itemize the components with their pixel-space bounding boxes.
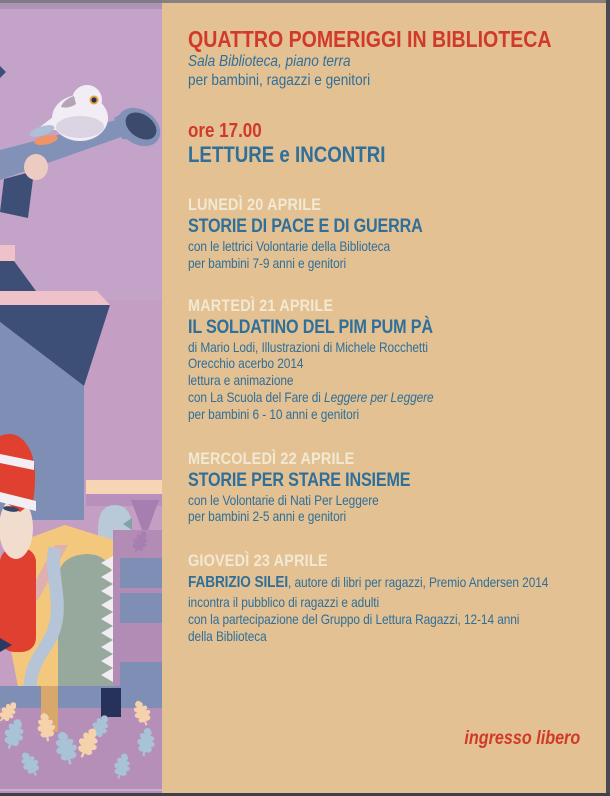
event-title: IL SOLDATINO DEL PIM PUM PÀ	[188, 316, 433, 338]
poster-title: QUATTRO POMERIGGI IN BIBLIOTECA	[188, 26, 552, 52]
event-detail: per bambini 2-5 anni e genitori	[188, 508, 347, 525]
frame-edge-top	[0, 0, 610, 3]
content-text	[188, 26, 596, 645]
event-day: GIOVEDÌ 23 APRILE	[188, 551, 328, 571]
illustration-art	[0, 0, 162, 796]
child-striped-hat	[0, 434, 36, 652]
event-title: STORIE PER STARE INSIEME	[188, 469, 411, 491]
frame-edge-right	[606, 0, 610, 796]
speaker-description: , autore di libri per ragazzi, Premio Andersen 2014	[288, 574, 549, 591]
poster-location: Sala Biblioteca, piano terra	[188, 53, 351, 70]
event-detail: lettura e animazione	[188, 372, 294, 389]
event-time: ore 17.00	[188, 120, 262, 142]
event-monday	[188, 195, 596, 272]
event-detail: Orecchio acerbo 2014	[188, 355, 304, 372]
event-detail: incontra il pubblico di ragazzi e adulti	[188, 594, 380, 611]
event-detail	[188, 389, 596, 406]
event-speaker-line	[188, 571, 596, 594]
series-title: LETTURE e INCONTRI	[188, 142, 386, 167]
event-day: LUNEDÌ 20 APRILE	[188, 195, 322, 214]
event-detail-prefix: con La Scuola del Fare di	[188, 388, 325, 405]
ladder-bars	[113, 528, 162, 686]
event-detail: di Mario Lodi, Illustrazioni di Michele Rocchetti	[188, 338, 428, 355]
event-detail-italic: Leggere per Leggere	[324, 388, 434, 405]
event-day: MARTEDÌ 21 APRILE	[188, 295, 334, 315]
event-detail: con le lettrici Volontarie della Biblioteca	[188, 238, 391, 254]
event-wednesday	[188, 449, 596, 526]
event-detail: per bambini 6 - 10 anni e genitori	[188, 405, 360, 422]
free-entry-note: ingresso libero	[464, 728, 580, 749]
leg-navy	[101, 688, 121, 717]
peach-strip	[86, 480, 162, 494]
time-block	[188, 120, 596, 167]
illustration-panel	[0, 0, 162, 796]
poster-audience: per bambini, ragazzi e genitori	[188, 72, 371, 89]
event-title: STORIE DI PACE E DI GUERRA	[188, 216, 423, 237]
event-tuesday	[188, 296, 596, 423]
content-panel	[162, 0, 610, 796]
event-day: MERCOLEDÌ 22 APRILE	[188, 448, 355, 468]
event-detail: con le Volontarie di Nati Per Leggere	[188, 491, 379, 508]
event-detail: con la partecipazione del Gruppo di Lettura Ragazzi, 12-14 anni	[188, 610, 520, 627]
event-thursday	[188, 551, 596, 644]
speaker-name: FABRIZIO SILEI	[188, 574, 289, 592]
scan-line-bottom	[0, 789, 162, 791]
event-detail: per bambini 7-9 anni e genitori	[188, 254, 347, 271]
event-detail: della Biblioteca	[188, 627, 267, 644]
